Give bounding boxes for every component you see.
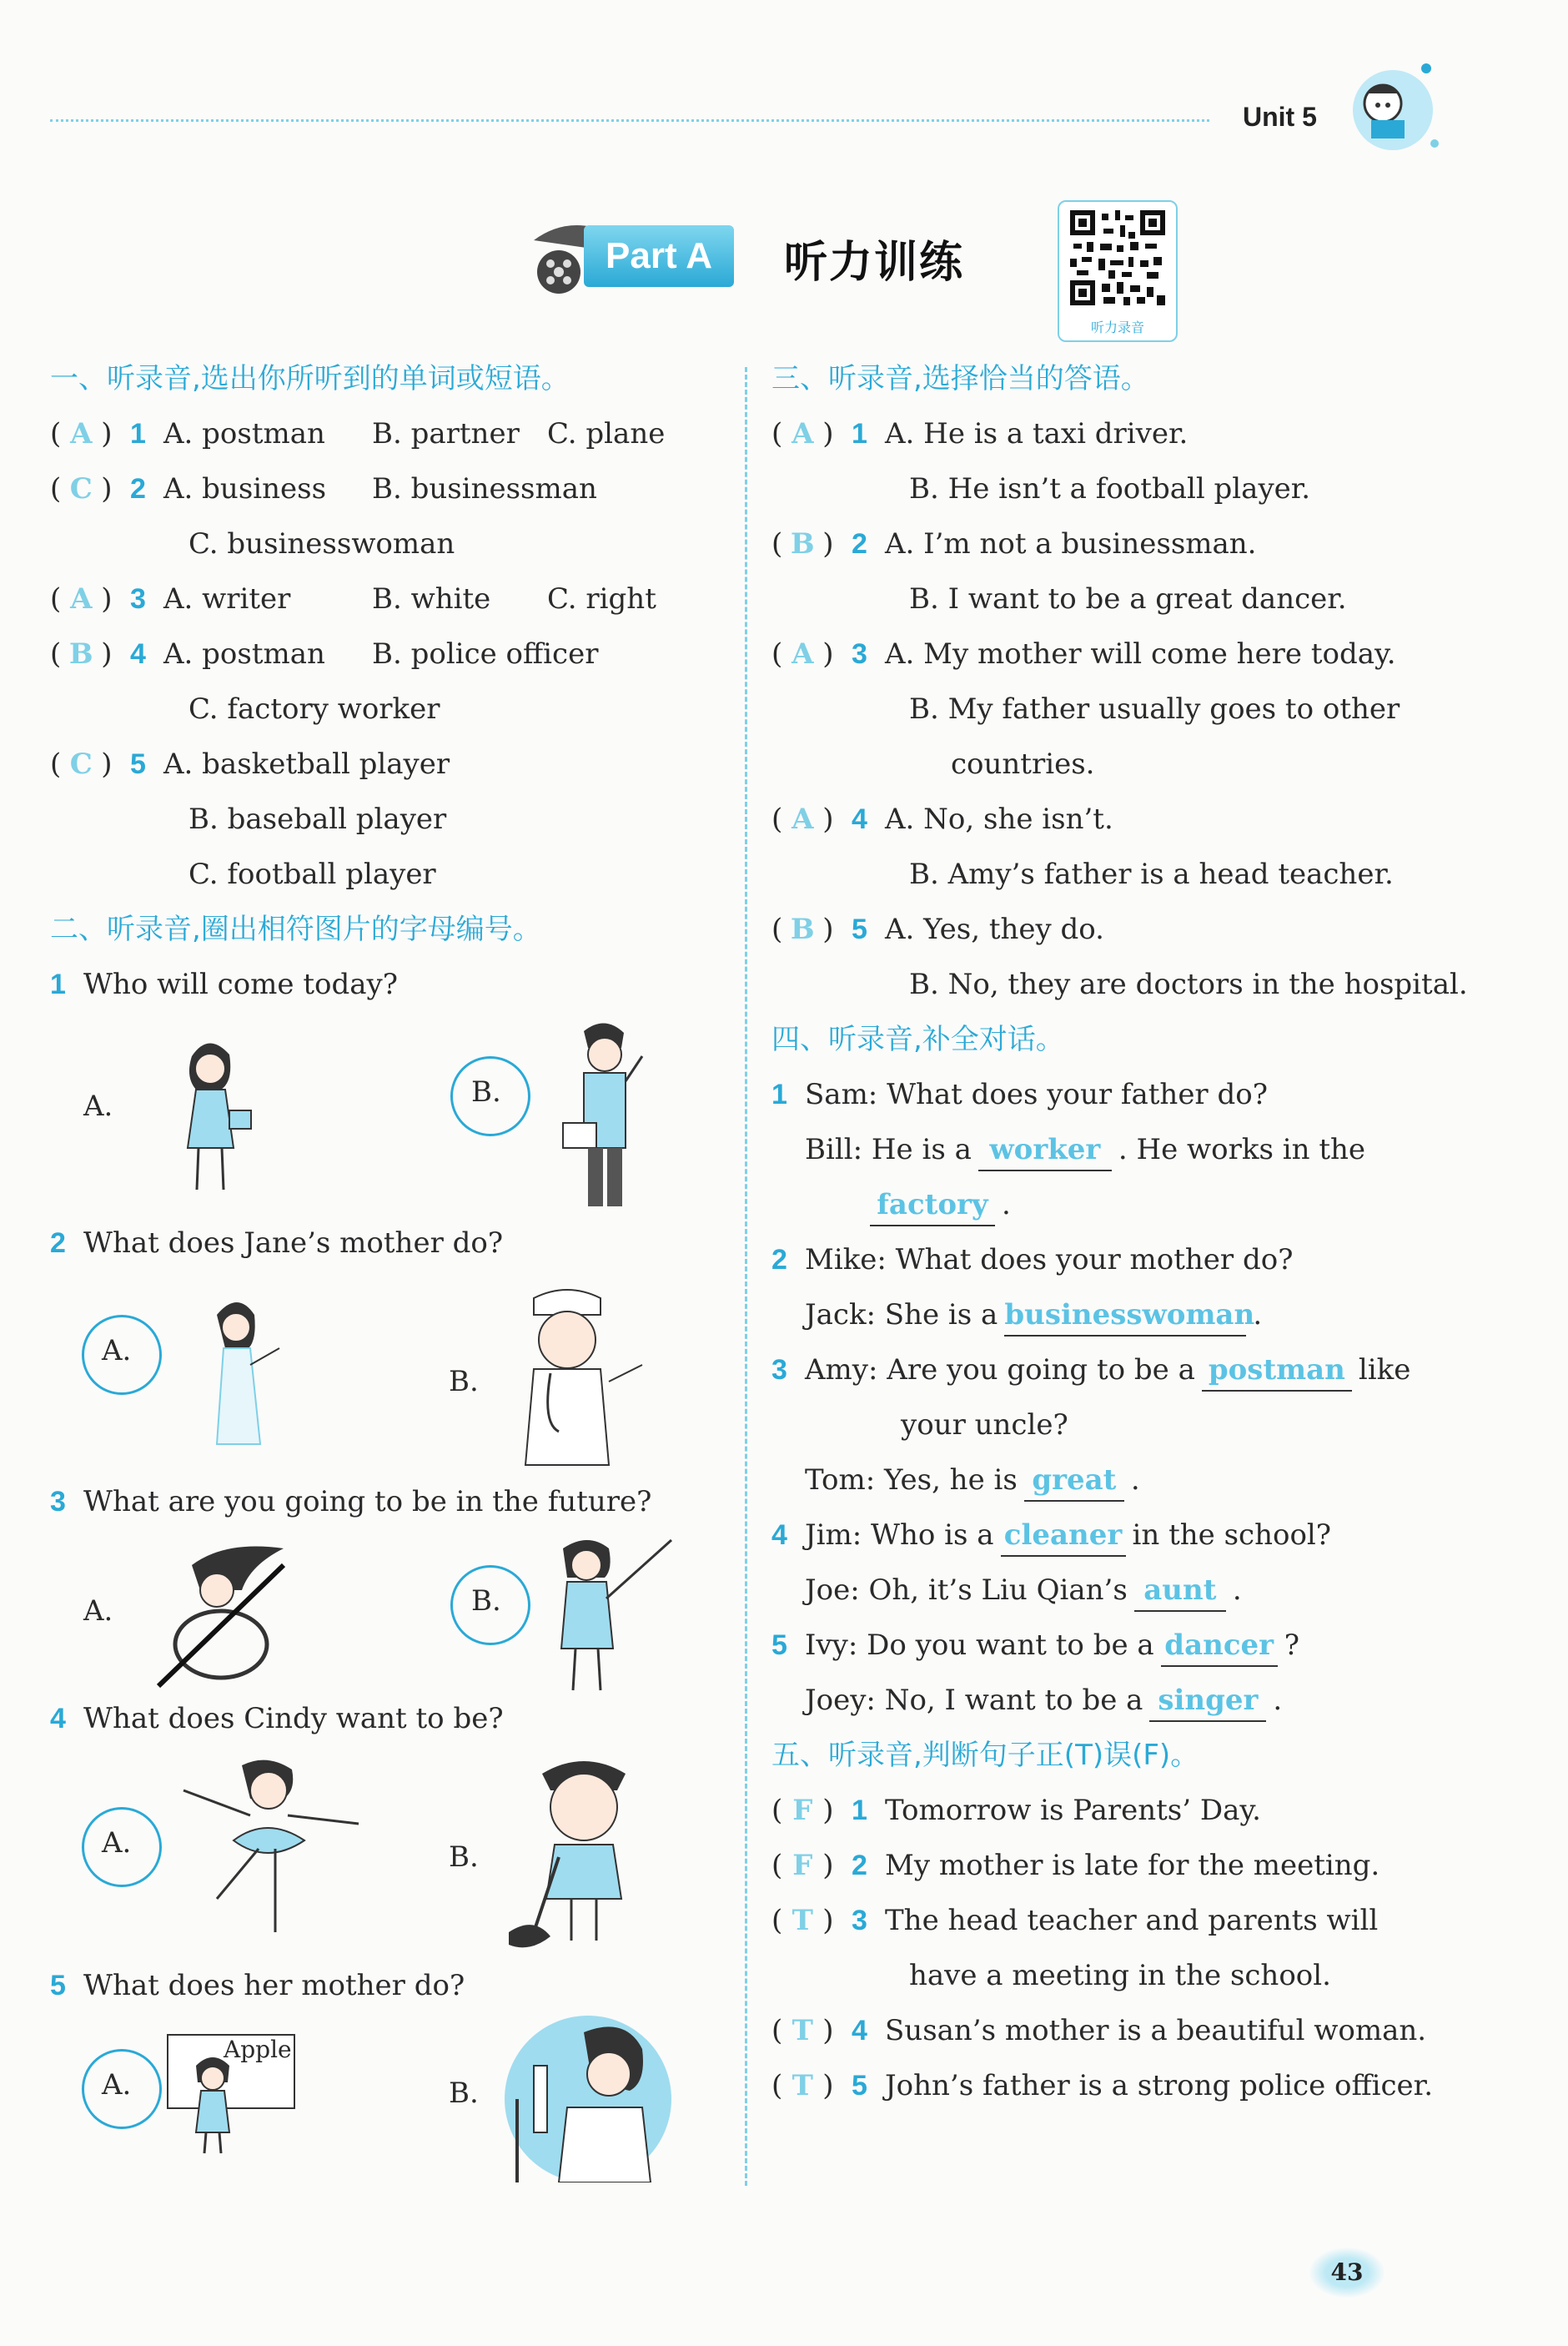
answer-bracket[interactable]: ( F ) [771, 1794, 834, 1827]
s2-pictures-4 [50, 1749, 726, 1966]
s2-question-2: 2 What does Jane’s mother do? [50, 1226, 504, 1260]
s5-item-4: ( T ) 4 Susan’s mother is a beautiful woman. [771, 2011, 1447, 2066]
qr-code[interactable] [1058, 200, 1178, 342]
option-a-label[interactable]: A. [102, 1334, 132, 1367]
s4-dialog-1-l3: factory . [771, 1185, 1447, 1240]
s5-item-3: ( T ) 3 The head teacher and parents will [771, 1900, 1447, 1956]
answer-bracket[interactable]: ( T ) [771, 2014, 834, 2047]
s3-item-4: ( A ) 4 A. No, she isn’t. [771, 799, 1447, 854]
blank-input[interactable]: postman [1202, 1350, 1352, 1392]
s1-item-2: ( C ) 2 A. business B. businessman [50, 469, 726, 524]
blank-input[interactable]: businesswoman [1004, 1295, 1246, 1337]
header-rule [50, 119, 1209, 122]
section-5-title: 五、听录音,判断句子正(T)误(F)。 [771, 1739, 1199, 1772]
s4-dialog-3-l2: your uncle? [901, 1408, 1068, 1442]
s4-dialog-2-l1: 2 Mike: What does your mother do? [771, 1243, 1294, 1276]
part-a-badge: Part A [584, 225, 734, 287]
answer-bracket[interactable]: ( T ) [771, 2069, 834, 2102]
left-column [50, 359, 726, 2182]
answer-bracket[interactable]: ( T ) [771, 1904, 834, 1937]
s4-dialog-1-l2: Bill: He is a worker . He works in the [771, 1130, 1447, 1185]
option-a-label[interactable]: A. [83, 1594, 113, 1628]
page-title: 听力训练 [784, 238, 965, 288]
answer-bracket[interactable]: ( B ) [771, 527, 834, 561]
unit-label: Unit 5 [1243, 102, 1317, 132]
s1-item-3: ( A ) 3 A. writer B. white C. right [50, 579, 726, 634]
answer-bracket[interactable]: ( A ) [50, 417, 113, 451]
blank-input[interactable]: aunt [1134, 1570, 1226, 1612]
section-3-title: 三、听录音,选择恰当的答语。 [771, 362, 1149, 395]
option-b-label[interactable]: B. [449, 1365, 479, 1398]
qr-code-icon [1070, 210, 1165, 305]
s3-item-2-b: B. I want to be a great dancer. [909, 582, 1347, 616]
answer-bracket[interactable]: ( C ) [50, 748, 113, 781]
s1-item-2-cont: C. businesswoman [188, 527, 455, 561]
s2-question-5: 5 What does her mother do? [50, 1969, 465, 2002]
businessman-with-briefcase-icon [550, 1014, 659, 1215]
qr-label: 听力录音 [1090, 320, 1144, 335]
answer-bracket[interactable]: ( A ) [771, 803, 834, 836]
blank-input[interactable]: singer [1149, 1680, 1266, 1722]
option-a-label[interactable]: A. [83, 1090, 113, 1123]
s4-dialog-2-l2: Jack: She is a businesswoman . [771, 1295, 1447, 1350]
s4-dialog-5-l1: 5 Ivy: Do you want to be a dancer ? [771, 1625, 1447, 1680]
s3-item-3: ( A ) 3 A. My mother will come here today. [771, 634, 1447, 689]
column-divider [745, 367, 747, 2186]
s5-item-3-cont: have a meeting in the school. [909, 1959, 1331, 1992]
teacher-woman-icon [530, 1532, 680, 1699]
option-b-label[interactable]: B. [449, 2077, 479, 2110]
s4-dialog-4-l1: 4 Jim: Who is a cleaner in the school? [771, 1515, 1447, 1570]
singer-woman-icon [183, 1290, 309, 1457]
option-a-label[interactable]: A. [102, 1826, 132, 1860]
s2-question-1: 1 Who will come today? [50, 968, 398, 1001]
s5-item-1: ( F ) 1 Tomorrow is Parents’ Day. [771, 1790, 1447, 1845]
s1-item-5: ( C ) 5 A. basketball player [50, 744, 726, 799]
s4-dialog-4-l2: Joe: Oh, it’s Liu Qian’s aunt . [771, 1570, 1447, 1625]
s5-item-5: ( T ) 5 John’s father is a strong police officer. [771, 2066, 1447, 2121]
s1-item-4-cont: C. factory worker [188, 692, 440, 726]
blank-input[interactable]: dancer [1161, 1625, 1278, 1667]
woman-with-bag-icon [150, 1031, 267, 1206]
section-4-title: 四、听录音,补全对话。 [771, 1023, 1064, 1056]
s4-dialog-3-l3: Tom: Yes, he is great . [771, 1460, 1447, 1515]
s3-item-3-b2: countries. [951, 748, 1095, 781]
answer-bracket[interactable]: ( A ) [50, 582, 113, 616]
s2-pictures-1 [50, 1014, 726, 1223]
driver-woman-icon [150, 1532, 300, 1690]
s5-item-2: ( F ) 2 My mother is late for the meeting. [771, 1845, 1447, 1900]
blank-input[interactable]: great [1024, 1460, 1124, 1502]
shop-woman-icon [179, 2049, 254, 2157]
section-2-title: 二、听录音,圈出相符图片的字母编号。 [50, 913, 541, 946]
s4-dialog-3-l1: 3 Amy: Are you going to be a postman like [771, 1350, 1447, 1405]
option-b-label[interactable]: B. [471, 1584, 501, 1618]
answer-bracket[interactable]: ( B ) [50, 637, 113, 671]
blank-input[interactable]: factory [870, 1185, 995, 1226]
s1-item-4: ( B ) 4 A. postman B. police officer [50, 634, 726, 689]
section-1-title: 一、听录音,选出你所听到的单词或短语。 [50, 362, 570, 395]
nurse-icon [484, 1281, 667, 1473]
answer-bracket[interactable]: ( F ) [771, 1849, 834, 1882]
right-column [771, 359, 1468, 2121]
blank-input[interactable]: cleaner [1001, 1515, 1126, 1557]
ballet-dancer-icon [167, 1757, 367, 1941]
apple-sign-text: Apple [224, 2036, 292, 2063]
s2-pictures-5 [50, 2016, 726, 2182]
s4-dialog-5-l2: Joey: No, I want to be a singer . [771, 1680, 1447, 1735]
answer-bracket[interactable]: ( C ) [50, 472, 113, 506]
s3-item-4-b: B. Amy’s father is a head teacher. [909, 858, 1394, 891]
cleaner-girl-icon [509, 1749, 659, 1957]
s3-item-1-b: B. He isn’t a football player. [909, 472, 1311, 506]
s3-item-3-b: B. My father usually goes to other [909, 692, 1400, 726]
option-b-label[interactable]: B. [471, 1075, 501, 1109]
s3-item-5: ( B ) 5 A. Yes, they do. [771, 909, 1447, 964]
blank-input[interactable]: worker [978, 1130, 1112, 1171]
s2-pictures-3 [50, 1532, 726, 1699]
answer-bracket[interactable]: ( A ) [771, 417, 834, 451]
s3-item-2: ( B ) 2 A. I’m not a businessman. [771, 524, 1447, 579]
s2-question-4: 4 What does Cindy want to be? [50, 1702, 504, 1735]
scientist-woman-icon [484, 2016, 676, 2182]
s2-question-3: 3 What are you going to be in the future? [50, 1485, 652, 1518]
s3-item-1: ( A ) 1 A. He is a taxi driver. [771, 414, 1447, 469]
s1-item-5-cont-c: C. football player [188, 858, 436, 891]
answer-bracket[interactable]: ( A ) [771, 637, 834, 671]
answer-bracket[interactable]: ( B ) [771, 913, 834, 946]
s2-pictures-2 [50, 1273, 726, 1482]
page-number: 43 [1309, 2248, 1385, 2298]
option-b-label[interactable]: B. [449, 1840, 479, 1874]
s4-dialog-1-l1: 1 Sam: What does your father do? [771, 1078, 1268, 1111]
s1-item-5-cont-b: B. baseball player [188, 803, 447, 836]
s3-item-5-b: B. No, they are doctors in the hospital. [909, 968, 1468, 1001]
s1-item-1: ( A ) 1 A. postman B. partner C. plane [50, 414, 726, 469]
option-a-label[interactable]: A. [102, 2068, 132, 2102]
mascot-icon [1334, 52, 1443, 160]
